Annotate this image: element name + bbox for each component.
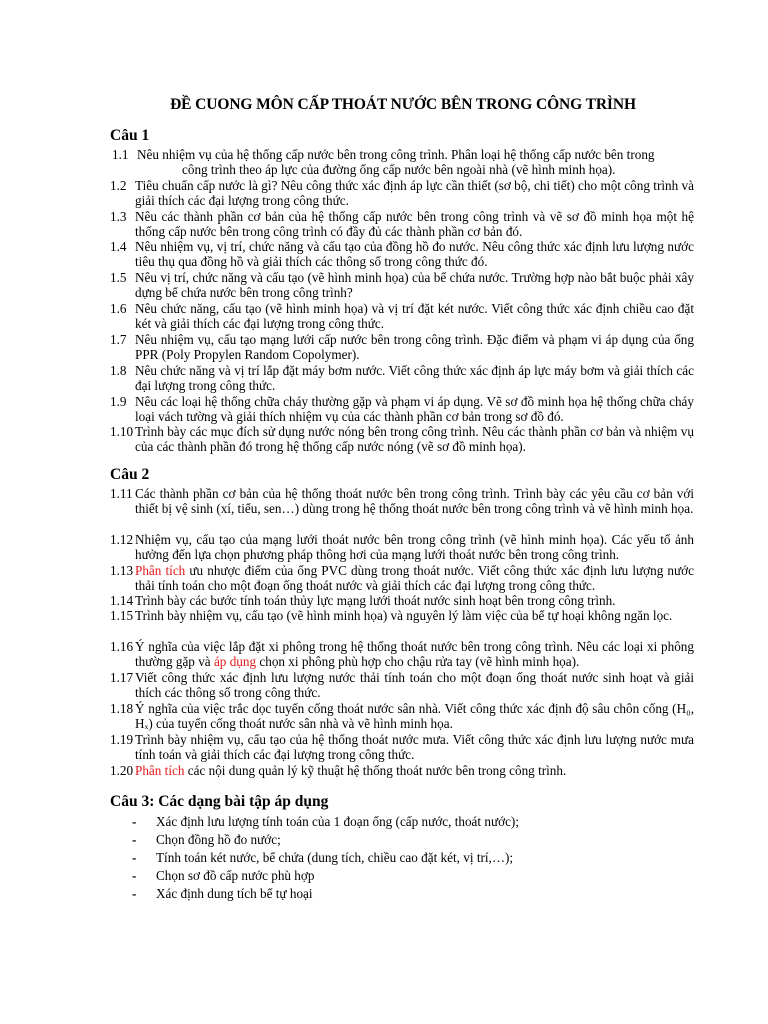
question-number: 1.20 [110,763,134,778]
highlighted-text-phan-tich: Phân tích [135,763,185,778]
question-text-part: Các thành phần cơ bản của hệ thống thoát nước bên trong công trình. Trình bày các yêu cầu cơ bản với thiết bị vệ sinh (xí, tiểu, sen…) dùng trong hệ thống thoát nước bên trong công trình và vẽ hình minh họa. [135,486,694,517]
question-1-18 [110,701,694,731]
question-1-9 [110,394,694,424]
question-number: 1.6 [110,301,127,316]
question-text-part: Trình bày các bước tính toán thủy lực mạng lưới thoát nước sinh hoạt bên trong công trình. [135,593,616,608]
question-1-2 [110,178,694,208]
question-text [110,608,694,623]
question-text [110,363,694,393]
bullet-dash: - [132,814,137,829]
question-1-19 [110,732,694,762]
bullet-dash: - [132,886,137,901]
highlighted-text-ap-dung: áp dụng [213,654,257,670]
question-text [110,670,694,700]
question-text [110,270,694,300]
question-text [110,394,694,424]
exercise-item-text: Chọn đồng hồ đo nước; [156,832,281,847]
highlighted-text-phan-tich: Phân tích [135,563,186,578]
question-text [110,239,694,269]
question-text-part: Trình bày các mục đích sử dụng nước nóng bên trong công trình. Nêu các thành phần cơ bản và nhiệm vụ của các thành phần đó trong hệ thống cấp nước nóng (vẽ sơ đồ minh họa). [135,424,694,455]
question-text [110,763,694,778]
question-number: 1.15 [110,608,134,623]
question-number: 1.19 [110,732,134,747]
section-heading-cau-2: Câu 2 [110,466,150,483]
question-text [110,563,694,593]
question-1-11 [110,486,694,516]
question-1-7 [110,332,694,362]
question-number: 1.18 [110,701,134,716]
question-1-6 [110,301,694,331]
question-number: 1.2 [110,178,127,193]
question-number: 1.17 [110,670,134,685]
question-number: 1.13 [110,563,134,578]
question-text-part: Nhiệm vụ, cấu tạo của mạng lưới thoát nước bên trong công trình (vẽ hình minh họa). Các yếu tố ảnh hưởng đến lựa chọn phương pháp thông hơi của mạng lưới thoát nước bên trong công trình. [135,532,694,563]
document-title: ĐỀ CUONG MÔN CẤP THOÁT NƯỚC BÊN TRONG CÔNG TRÌNH [170,96,636,113]
question-1-20 [110,763,694,778]
question-1-1 [110,147,694,177]
question-text-part: chọn xi phông phù hợp cho chậu rửa tay (vẽ hình minh họa). [256,654,580,670]
section-heading-cau-3: Câu 3: Các dạng bài tập áp dụng [110,793,329,810]
question-1-10 [110,424,694,454]
question-text [110,486,694,516]
question-1-14 [110,593,694,608]
question-number: 1.4 [110,239,127,254]
question-text [110,732,694,762]
question-text [110,209,694,239]
question-1-5 [110,270,694,300]
question-text-part: Tiêu chuẩn cấp nước là gì? Nêu công thức xác định áp lực cần thiết (sơ bộ, chi tiết) cho một công trình và giải thích các đại lượng trong công thức. [135,178,694,209]
question-1-8 [110,363,694,393]
question-text-part: Nêu nhiệm vụ của hệ thống cấp nước bên trong công trình. Phân loại hệ thống cấp nước bên trong [137,147,655,162]
question-number: 1.11 [110,486,133,501]
question-text-part: Trình bày nhiệm vụ, cấu tạo của hệ thống thoát nước mưa. Viết công thức xác định lưu lượng nước mưa tính toán và giải thích các đại lượng trong công thức. [135,732,694,763]
exercise-item-text: Chọn sơ đồ cấp nước phù hợp [156,868,315,883]
question-text-part: Nêu nhiệm vụ, cấu tạo mạng lưới cấp nước bên trong công trình. Đặc điểm và phạm vi áp dụng của ống PPR (Poly Propylen Random Copolymer). [135,332,694,363]
question-text [110,424,694,454]
question-text [110,639,694,669]
question-text [110,332,694,362]
bullet-dash: - [132,850,137,865]
bullet-dash: - [132,868,137,883]
question-text-part: Viết công thức xác định lưu lượng nước thải tính toán cho một đoạn ống thoát nước sinh hoạt và giải thích các thông số trong công thức. [135,670,694,701]
question-number: 1.8 [110,363,127,378]
question-number: 1.9 [110,394,127,409]
question-number: 1.10 [110,424,134,439]
question-text-part: Nêu vị trí, chức năng và cấu tạo (vẽ hình minh họa) của bể chứa nước. Trường hợp nào bắt buộc phải xây dựng bể chứa nước bên trong công trình? [135,270,694,301]
question-number: 1.14 [110,593,134,608]
question-1-4 [110,239,694,269]
exercise-item-text: Xác định lưu lượng tính toán của 1 đoạn ống (cấp nước, thoát nước); [156,814,519,829]
question-text-part: Ý nghĩa của việc lắp đặt xi phông trong hệ thống thoát nước bên trong công trình. Nêu các loại xi phông thường gặp và [135,639,694,670]
question-number: 1.7 [110,332,127,347]
question-text-part: Nêu các thành phần cơ bản của hệ thống cấp nước bên trong công trình và vẽ sơ đồ minh họa một hệ thống cấp nước bên trong công trình có đầy đủ các thành phần cơ bản đó. [135,209,694,240]
question-text-part: các nội dung quản lý kỹ thuật hệ thống thoát nước bên trong công trình. [184,763,567,778]
section-heading-cau-1: Câu 1 [110,127,150,144]
question-continuation: công trình theo áp lực của đường ống cấp nước bên ngoài nhà (vẽ hình minh họa). [182,162,616,178]
bullet-dash: - [132,832,137,847]
question-text [110,593,694,608]
question-1-12 [110,532,694,562]
question-text [110,532,694,562]
question-text-part: Nêu chức năng, cấu tạo (vẽ hình minh họa) và vị trí đặt két nước. Viết công thức xác định chiều cao đặt két và giải thích các đại lượng trong công thức. [135,301,694,332]
question-text-part: Ý nghĩa của việc trắc dọc tuyến cống thoát nước sân nhà. Viết công thức xác định độ sâu chôn cống (H₀, Hₓ) của tuyến cống thoát nước sân nhà và vẽ hình minh họa. [135,701,694,732]
question-text-part: Nêu nhiệm vụ, vị trí, chức năng và cấu tạo của đồng hồ đo nước. Nêu công thức xác định lưu lượng nước tiêu thụ qua đồng hồ và giải thích các thông số trong công thức đó. [135,239,694,270]
question-number: 1.12 [110,532,134,547]
question-number: 1.5 [110,270,127,285]
question-number: 1.3 [110,209,127,224]
question-text-part: ưu nhược điểm của ống PVC dùng trong thoát nước. Viết công thức xác định lưu lượng nước thải tính toán cho một đoạn ống thoát nước và giải thích các đại lượng trong công thức. [135,563,694,594]
question-text-part: Nêu các loại hệ thống chữa cháy thường gặp và phạm vi áp dụng. Vẽ sơ đồ minh họa hệ thống chữa cháy loại vách tường và giải thích nhiệm vụ của các thành phần cơ bản trong sơ đồ đó. [135,394,694,425]
question-1-3 [110,209,694,239]
question-text [110,178,694,208]
exercise-item-text: Tính toán két nước, bể chứa (dung tích, chiều cao đặt két, vị trí,…); [156,850,514,865]
question-1-16 [110,639,694,669]
question-1-13 [110,563,694,593]
question-text [110,301,694,331]
question-number: 1.1 [112,147,129,162]
exercise-item-text: Xác định dung tích bể tự hoại [156,886,313,901]
question-1-15 [110,608,694,623]
question-text [110,701,694,731]
question-text-part: Nêu chức năng và vị trí lắp đặt máy bơm nước. Viết công thức xác định áp lực máy bơm và giải thích các đại lượng trong công thức. [135,363,694,394]
question-text [110,147,694,162]
question-1-17 [110,670,694,700]
question-number: 1.16 [110,639,134,654]
question-text-part: Trình bày nhiệm vụ, cấu tạo (vẽ hình minh họa) và nguyên lý làm việc của bể tự hoại không ngăn lọc. [135,608,673,623]
